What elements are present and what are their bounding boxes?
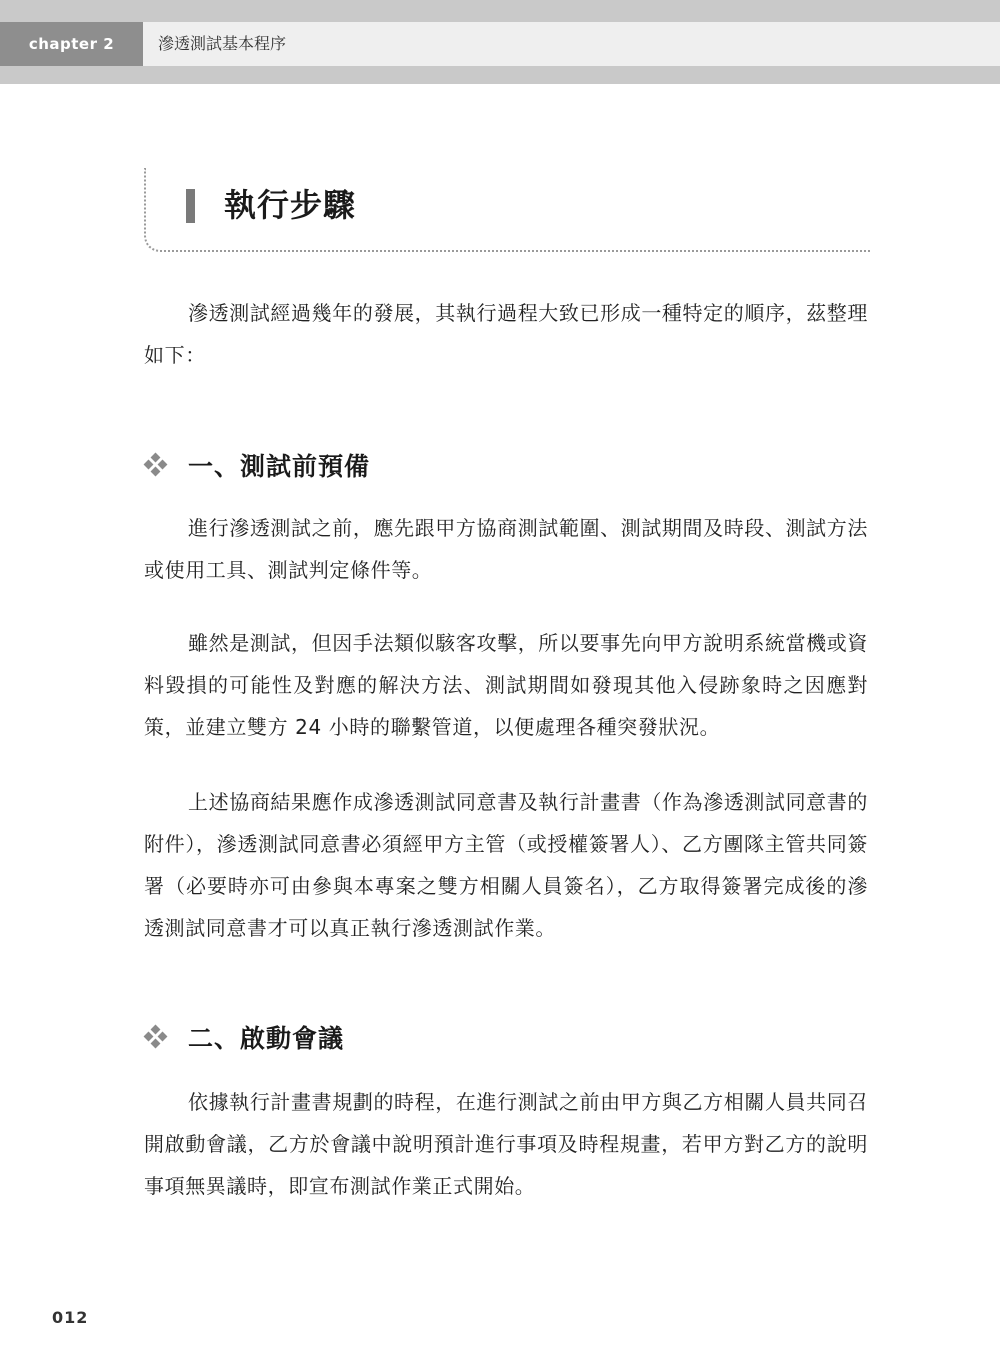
subsection-heading-text: 二、啟動會議 (188, 1024, 345, 1053)
section-title: 執行步驟 (224, 186, 357, 224)
paragraph: 上述協商結果應作成滲透測試同意書及執行計畫書（作為滲透測試同意書的附件），滲透測試同意書必須經甲方主管（或授權簽署人）、乙方團隊主管共同簽署（必要時亦可由參與本專案之雙方相關人員簽名），乙方取得簽署完成後的滲透測試同意書才可以真正執行滲透測試作業。 (144, 790, 868, 940)
paragraph: 進行滲透測試之前，應先跟甲方協商測試範圍、測試期間及時段、測試方法或使用工具、測試判定條件等。 (144, 516, 868, 582)
chapter-title: 滲透測試基本程序 (158, 34, 287, 53)
section-title-bar-icon (186, 189, 195, 223)
subsection-heading-text: 一、測試前預備 (188, 452, 371, 481)
four-diamond-icon (144, 453, 168, 477)
four-diamond-icon (144, 1025, 168, 1049)
intro-paragraph: 滲透測試經過幾年的發展，其執行過程大致已形成一種特定的順序，茲整理如下： (144, 301, 868, 367)
running-header (0, 22, 1000, 66)
paragraph: 依據執行計畫書規劃的時程，在進行測試之前由甲方與乙方相關人員共同召開啟動會議，乙方於會議中說明預計進行事項及時程規畫，若甲方對乙方的說明事項無異議時，即宣布測試作業正式開始。 (144, 1090, 868, 1198)
paragraph: 雖然是測試，但因手法類似駭客攻擊，所以要事先向甲方說明系統當機或資料毀損的可能性及對應的解決方法、測試期間如發現其他入侵跡象時之因應對策，並建立雙方 24 小時的聯繫管道，以便處理各種突發狀況。 (144, 631, 868, 739)
header-bottom-strip (0, 66, 1000, 84)
chapter-label: chapter 2 (0, 22, 143, 66)
header-top-strip (0, 0, 1000, 22)
subsection-heading-2 (144, 1017, 344, 1057)
page-number: 012 (52, 1308, 89, 1327)
subsection-heading-1 (144, 445, 370, 485)
